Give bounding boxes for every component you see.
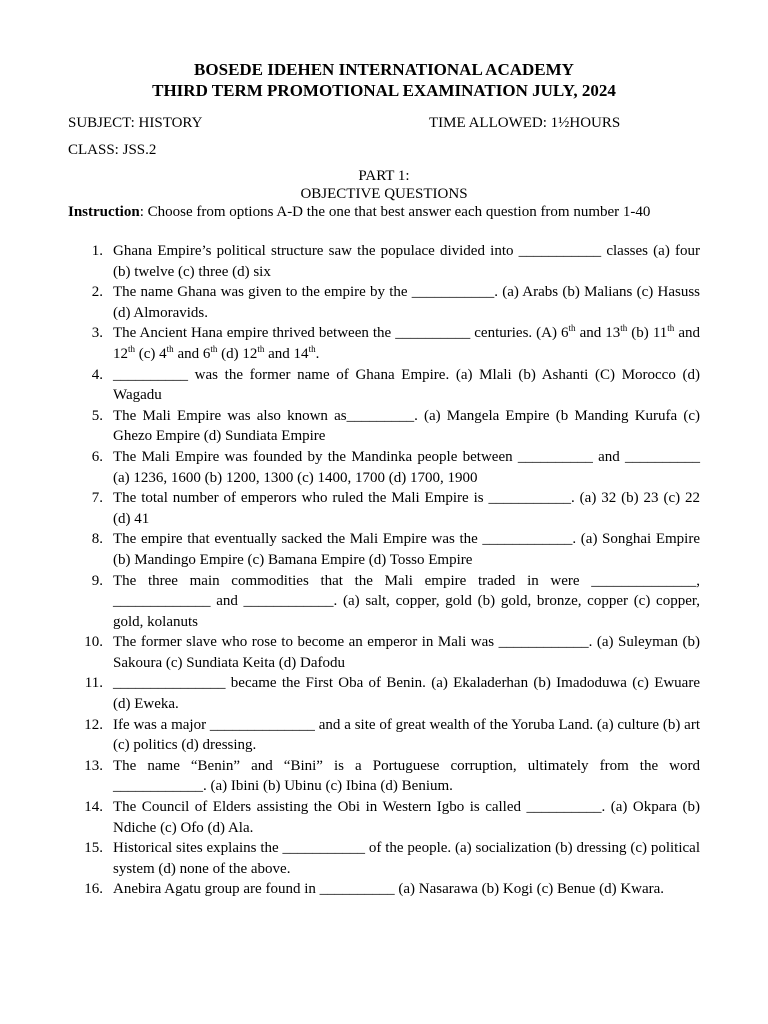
question-text: The former slave who rose to become an emperor in Mali was ____________. (a) Suleyman (b) Sakoura (c) Sundiata Keita (d) Dafodu [113, 634, 700, 671]
question-item [0, 571, 700, 633]
question-text: Ghana Empire’s political structure saw the populace divided into ___________ classes (a) four (b) twelve (c) three (d) six [113, 243, 700, 280]
question-text: Anebira Agatu group are found in __________ (a) Nasarawa (b) Kogi (c) Benue (d) Kwara. [113, 881, 665, 898]
question-item [0, 797, 700, 838]
question-text: _______________ became the First Oba of Benin. (a) Ekaladerhan (b) Imadoduwa (c) Ewuare (d) Eweka. [113, 675, 700, 713]
ordinal-suffix: th [128, 343, 136, 354]
question-text: and 14 [264, 345, 309, 362]
question-number: 4. [91, 366, 103, 383]
subject-label: SUBJECT: HISTORY [68, 115, 203, 131]
question-text: The name Ghana was given to the empire by the ___________. (a) Arabs (b) Malians (c) Hasuss (d) Almoravids. [113, 284, 700, 321]
question-text: The Mali Empire was founded by the Mandinka people between __________ and __________ (a) 1236, 1600 (b) 1200, 1300 (c) 1400, 1700 (d) 1700, 1900 [113, 448, 700, 486]
question-text: The Mali Empire was also known as_________. (a) Mangela Empire (b Manding Kurufa (c) Ghezo Empire (d) Sundiata Empire [113, 407, 700, 445]
question-number: 1. [91, 243, 103, 259]
instruction [68, 203, 650, 221]
question-text: (c) 4 [135, 345, 167, 362]
question-number: 2. [91, 284, 103, 301]
ordinal-suffix: th [166, 343, 174, 354]
instruction-label: Instruction [68, 204, 140, 220]
question-number: 8. [91, 531, 103, 548]
question-text: __________ was the former name of Ghana Empire. (a) Mlali (b) Ashanti (C) Morocco (d) Wagadu [113, 366, 700, 404]
question-item [0, 447, 700, 488]
question-item [0, 406, 700, 447]
question-text: and 12 [113, 325, 700, 362]
school-name: BOSEDE IDEHEN INTERNATIONAL ACADEMY [194, 60, 574, 79]
part-heading: PART 1: [358, 168, 410, 184]
question-item [0, 715, 700, 756]
question-item [0, 241, 700, 282]
question-text: (d) 12 [217, 345, 258, 362]
question-text: (b) 11 [627, 325, 668, 342]
question-item [0, 879, 700, 900]
question-item [0, 673, 700, 714]
question-item [0, 838, 700, 879]
question-number: 16. [84, 881, 103, 898]
exam-title: THIRD TERM PROMOTIONAL EXAMINATION JULY, 2024 [152, 81, 616, 100]
question-item [0, 365, 700, 406]
question-text: The name “Benin” and “Bini” is a Portuguese corruption, ultimately from the word ____________. (a) Ibini (b) Ubinu (c) Ibina (d) Benium. [113, 757, 700, 795]
question-text: . [315, 345, 320, 362]
question-text: Ife was a major ______________ and a site of great wealth of the Yoruba Land. (a) culture (b) art (c) politics (d) dressing. [113, 716, 700, 754]
question-text: The Ancient Hana empire thrived between the __________ centuries. (A) 6 [113, 325, 569, 342]
ordinal-suffix: th [257, 343, 265, 354]
section-heading: OBJECTIVE QUESTIONS [300, 186, 468, 202]
question-text: The Council of Elders assisting the Obi in Western Igbo is called __________. (a) Okpara (b) Ndiche (c) Ofo (d) Ala. [113, 799, 700, 836]
ordinal-suffix: th [210, 343, 218, 354]
question-item [0, 756, 700, 797]
ordinal-suffix: th [308, 343, 316, 354]
question-number: 7. [91, 490, 103, 507]
time-allowed-label: TIME ALLOWED: 1½HOURS [429, 115, 621, 131]
question-number: 12. [84, 716, 103, 733]
question-item [0, 488, 700, 529]
question-text: The empire that eventually sacked the Mali Empire was the ____________. (a) Songhai Empire (b) Mandingo Empire (c) Bamana Empire (d) Tosso Empire [113, 531, 700, 568]
question-number: 3. [91, 325, 103, 342]
question-number: 13. [84, 757, 103, 774]
question-number: 11. [84, 675, 103, 692]
question-number: 14. [84, 799, 103, 816]
question-text: The total number of emperors who ruled the Mali Empire is ___________. (a) 32 (b) 23 (c) 22 (d) 41 [113, 490, 700, 527]
question-list [0, 241, 768, 900]
question-text: and 6 [173, 345, 211, 362]
instruction-text: : Choose from options A-D the one that best answer each question from number 1-40 [139, 204, 651, 220]
question-number: 10. [84, 634, 103, 651]
question-number: 6. [91, 448, 103, 465]
ordinal-suffix: th [568, 323, 576, 334]
ordinal-suffix: th [667, 323, 675, 334]
question-number: 15. [84, 840, 103, 857]
question-number: 5. [91, 407, 103, 424]
question-item [0, 323, 700, 364]
question-text: and 13 [575, 325, 621, 342]
question-item [0, 529, 700, 570]
question-item [0, 282, 700, 323]
ordinal-suffix: th [620, 323, 628, 334]
question-number: 9. [91, 572, 103, 589]
question-item [0, 632, 700, 673]
question-text: The three main commodities that the Mali empire traded in were ______________, _____________ and ____________. (a) salt, copper, gold (b) gold, bronze, copper (c) copper, gold, kolanuts [113, 572, 700, 630]
question-text: Historical sites explains the ___________ of the people. (a) socialization (b) dressing (c) political system (d) none of the above. [113, 840, 700, 877]
class-label: CLASS: JSS.2 [68, 142, 157, 158]
